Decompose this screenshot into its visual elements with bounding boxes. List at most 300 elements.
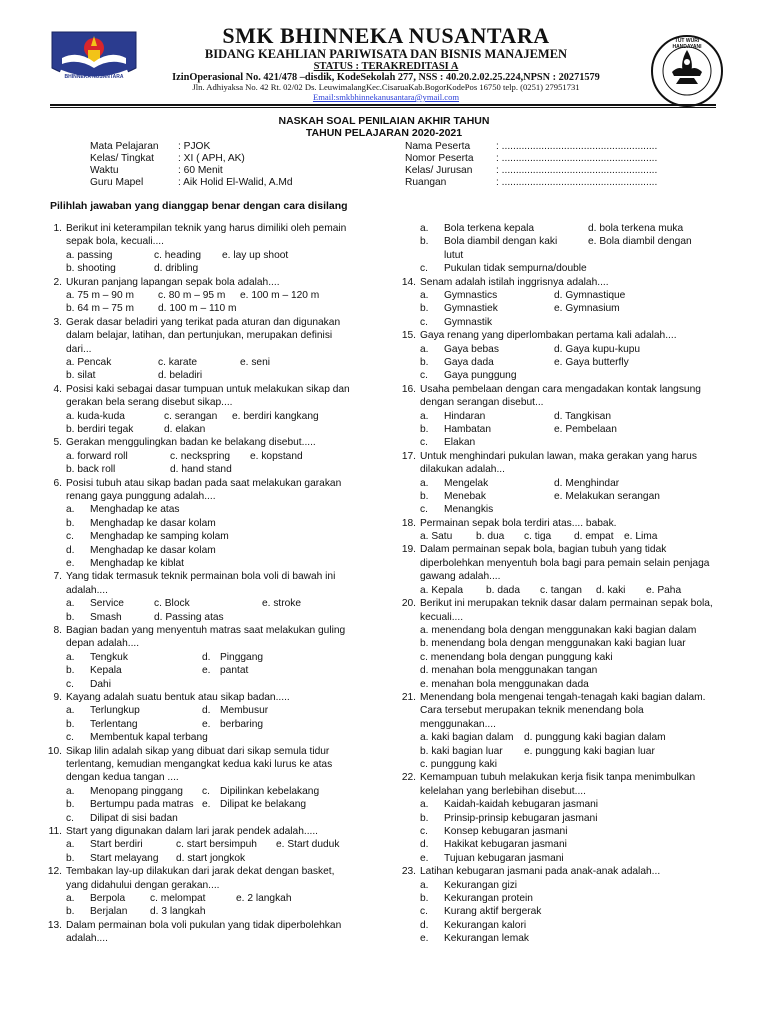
answer-option[interactable]: c. neckspring xyxy=(170,450,231,462)
answer-option[interactable]: d. menahan bola menggunakan tangan xyxy=(420,665,598,677)
question-text: kelelahan yang berlebihan disebut.... xyxy=(420,785,586,797)
answer-option[interactable]: b. back roll xyxy=(66,464,116,476)
option-row xyxy=(420,423,755,436)
answer-option[interactable]: e. Lima xyxy=(624,531,658,543)
question-number: 10. xyxy=(47,745,62,757)
answer-option[interactable]: lutut xyxy=(444,249,464,261)
question-text: adalah.... xyxy=(66,933,108,945)
answer-option[interactable]: c. xyxy=(66,812,74,824)
option-letter: d. xyxy=(420,919,429,931)
answer-option[interactable]: e. xyxy=(202,718,211,730)
answer-option[interactable] xyxy=(420,892,755,905)
answer-option[interactable]: Smash xyxy=(90,611,122,623)
question-text: Gaya renang yang diperlombakan pertama kali adalah.... xyxy=(420,330,677,342)
option-row xyxy=(420,369,755,382)
option-row xyxy=(66,356,391,369)
answer-option[interactable]: Dilipat di sisi badan xyxy=(90,812,178,824)
answer-option[interactable]: c. xyxy=(66,678,74,690)
option-row xyxy=(420,436,755,449)
answer-option[interactable]: b. 64 m – 75 m xyxy=(66,303,134,315)
answer-option[interactable]: a. kuda-kuda xyxy=(66,410,125,422)
answer-option[interactable]: c. menendang bola dengan punggung kaki xyxy=(420,651,613,663)
answer-option[interactable]: pantat xyxy=(220,665,249,677)
answer-option[interactable]: Bola diambil dengan kaki xyxy=(444,236,558,248)
question-text: kecuali.... xyxy=(420,611,464,623)
answer-option[interactable]: a. Pencak xyxy=(66,357,112,368)
question-number: 8. xyxy=(53,625,62,636)
student-number-field[interactable]: : ....................................................... xyxy=(496,153,658,164)
question-text: Sikap lilin adalah sikap yang dibuat dari sikap semula tidur xyxy=(66,745,330,757)
answer-option[interactable]: d. hand stand xyxy=(170,464,232,476)
answer-option[interactable]: a. forward roll xyxy=(66,450,128,462)
answer-option[interactable]: e. kopstand xyxy=(250,450,303,462)
question-item xyxy=(401,517,755,544)
answer-option[interactable]: c. xyxy=(202,785,210,797)
info-value: : Aik Holid El-Walid, A.Md xyxy=(178,177,293,188)
answer-option[interactable]: Membentuk kapal terbang xyxy=(90,732,208,744)
option-letter: b. xyxy=(420,892,429,904)
question-item xyxy=(401,691,755,771)
answer-option[interactable]: Menebak xyxy=(444,490,486,502)
answer-option[interactable]: a. menendang bola dengan menggunakan kaki bagian dalam xyxy=(420,624,697,636)
option-letter: a. xyxy=(66,504,75,516)
answer-option[interactable]: c. tangan xyxy=(540,584,582,596)
room-field[interactable]: : ....................................................... xyxy=(496,177,658,188)
option-row xyxy=(66,798,391,811)
answer-option[interactable]: e. Gymnasium xyxy=(554,303,620,315)
answer-option[interactable]: b. xyxy=(66,852,75,864)
question-text: Tembakan lay-up dilakukan dari jarak dekat dengan basket, xyxy=(66,866,335,878)
answer-option[interactable] xyxy=(420,879,755,892)
question-number: 2. xyxy=(53,276,62,288)
question-text: Ukuran panjang lapangan sepak bola adalah.... xyxy=(66,276,280,288)
answer-option[interactable]: c. xyxy=(420,316,428,328)
answer-option[interactable]: c. xyxy=(66,732,74,744)
answer-option[interactable]: d. 3 langkah xyxy=(150,906,206,918)
question-number: 12. xyxy=(47,866,62,878)
answer-option[interactable]: e. menahan bola menggunakan dada xyxy=(420,678,589,690)
answer-option[interactable] xyxy=(66,544,391,557)
logo-right-caption: TUT WURI HANDAYANI xyxy=(672,38,702,50)
answer-option[interactable]: c. punggung kaki xyxy=(420,758,498,770)
question-text: Kemampuan tubuh melakukan kerja fisik tanpa menimbulkan xyxy=(420,772,696,784)
question-item xyxy=(53,436,391,476)
question-number: 19. xyxy=(401,544,416,556)
answer-option[interactable]: Bola terkena kepala xyxy=(444,223,535,234)
answer-option[interactable] xyxy=(420,798,755,811)
option-letter: b. xyxy=(420,812,429,824)
question-item xyxy=(53,570,391,624)
answer-option[interactable]: Berpola xyxy=(90,892,126,904)
answer-option[interactable] xyxy=(66,517,391,530)
answer-option[interactable]: b. xyxy=(420,356,429,368)
answer-option[interactable]: a. passing xyxy=(66,249,113,261)
answer-option[interactable]: a. xyxy=(420,289,429,301)
answer-option[interactable] xyxy=(420,838,755,851)
option-row xyxy=(420,262,755,275)
answer-option[interactable]: b. xyxy=(420,490,429,502)
answer-option[interactable]: a. kaki bagian dalam xyxy=(420,732,514,744)
answer-option[interactable]: b. xyxy=(66,611,75,623)
answer-option[interactable]: b. xyxy=(420,423,429,435)
question-text: Posisi kaki sebagai dasar tumpuan untuk melakukan sikap dan xyxy=(66,383,350,395)
question-text: dilakukan adalah... xyxy=(420,464,505,476)
answer-option[interactable]: Gymnastiek xyxy=(444,303,498,315)
question-number: 18. xyxy=(401,517,416,529)
question-text: Senam adalah istilah inggrisnya adalah.... xyxy=(420,276,609,288)
option-row xyxy=(66,905,391,918)
answer-option[interactable]: b. xyxy=(420,303,429,315)
question-number: 20. xyxy=(401,598,416,610)
question-text: gerakan bela serang disebut sikap.... xyxy=(66,397,233,409)
answer-option[interactable]: b. xyxy=(66,799,75,811)
answer-option[interactable]: e. berdiri kangkang xyxy=(232,410,319,422)
answer-option[interactable]: e. stroke xyxy=(262,598,302,610)
answer-option[interactable]: Kepala xyxy=(90,665,122,677)
option-row xyxy=(420,530,755,543)
answer-option[interactable]: d. Gaya kupu-kupu xyxy=(554,343,641,355)
question-number: 7. xyxy=(53,571,62,583)
answer-option[interactable]: Gaya bebas xyxy=(444,343,499,355)
answer-option[interactable]: Elakan xyxy=(444,437,476,449)
answer-option[interactable]: e. Start duduk xyxy=(276,839,340,851)
answer-option[interactable]: b. xyxy=(420,236,429,248)
option-row xyxy=(420,356,755,369)
answer-option[interactable]: Hindaran xyxy=(444,410,486,422)
answer-option[interactable]: a. Kepala xyxy=(420,584,464,596)
answer-option[interactable]: d. 100 m – 110 m xyxy=(158,303,237,315)
question-text: Usaha pembelaan dengan cara mengadakan kontak langsung xyxy=(420,383,701,395)
answer-option[interactable]: Tengkuk xyxy=(90,651,128,663)
answer-option[interactable] xyxy=(66,503,391,516)
answer-option[interactable]: b. silat xyxy=(66,370,96,382)
option-letter: c. xyxy=(66,531,74,543)
answer-option[interactable]: Berjalan xyxy=(90,906,128,918)
answer-option[interactable]: Start berdiri xyxy=(90,839,143,851)
option-row xyxy=(66,664,391,677)
answer-option[interactable]: a. xyxy=(66,651,75,663)
question-item xyxy=(420,222,755,276)
answer-option[interactable]: a. xyxy=(66,839,75,851)
option-letter: c. xyxy=(420,825,428,837)
option-row xyxy=(66,262,391,275)
answer-option[interactable]: c. xyxy=(420,263,428,275)
option-letter: d. xyxy=(420,839,429,851)
answer-option[interactable]: e. punggung kaki bagian luar xyxy=(524,745,655,757)
question-number: 13. xyxy=(47,919,62,931)
answer-option[interactable]: c. serangan xyxy=(164,410,218,422)
answer-option[interactable]: e. xyxy=(202,665,211,677)
answer-option[interactable]: c. xyxy=(420,504,428,516)
answer-option[interactable]: c. melompat xyxy=(150,892,206,904)
question-text: Gerakan menggulingkan badan ke belakang disebut..... xyxy=(66,437,316,449)
question-item xyxy=(401,865,755,945)
answer-option[interactable]: c. xyxy=(420,437,428,449)
question-text: Untuk menghindari pukulan lawan, maka gerakan yang harus xyxy=(420,450,697,462)
answer-option[interactable]: Pinggang xyxy=(220,651,264,663)
question-number: 9. xyxy=(53,691,62,703)
question-text: diperbolehkan menyentuh bola bagi para pemain selain penjaga xyxy=(420,557,710,569)
question-text: Bagian badan yang menyentuh matras saat melakukan guling xyxy=(66,625,346,636)
answer-option[interactable]: Mengelak xyxy=(444,477,489,489)
answer-option[interactable]: Gymnastik xyxy=(444,316,493,328)
option-text: Prinsip-prinsip kebugaran jasmani xyxy=(444,812,598,824)
option-letter: c. xyxy=(420,906,428,918)
option-row xyxy=(66,611,391,624)
header-divider-thick xyxy=(50,104,716,106)
bidang-keahlian: BIDANG KEAHLIAN PARIWISATA DAN BISNIS MANAJEMEN xyxy=(204,47,568,61)
question-item xyxy=(53,316,391,383)
info-value: : XI ( APH, AK) xyxy=(178,153,245,164)
question-text: dalam belajar, latihan, dan pertunjukan, merupakan definisi xyxy=(66,330,333,342)
info-value: : 60 Menit xyxy=(178,165,223,176)
answer-option[interactable]: Start melayang xyxy=(90,852,159,864)
answer-option[interactable]: e. Bola diambil dengan xyxy=(588,236,692,248)
option-row xyxy=(420,316,755,329)
option-letter: b. xyxy=(66,517,75,529)
option-text: Konsep kebugaran jasmani xyxy=(444,825,568,837)
option-row xyxy=(66,450,391,463)
option-row xyxy=(420,343,755,356)
question-number: 3. xyxy=(53,316,62,328)
answer-option[interactable]: Menangkis xyxy=(444,504,494,516)
option-text: Kurang aktif bergerak xyxy=(444,906,542,918)
questions-left-column xyxy=(47,222,391,946)
question-item xyxy=(401,771,755,865)
option-row xyxy=(66,423,391,436)
option-row xyxy=(66,785,391,798)
answer-option[interactable]: d. Gymnastique xyxy=(554,289,626,301)
answer-option[interactable]: d. Tangkisan xyxy=(554,410,612,422)
question-text: dengan kedua tangan .... xyxy=(66,772,179,784)
option-text: Menghadap ke dasar kolam xyxy=(90,517,216,529)
answer-option[interactable]: c. tiga xyxy=(524,531,552,543)
option-row xyxy=(420,745,755,758)
question-text: Latihan kebugaran jasmani pada anak-anak adalah... xyxy=(420,866,661,878)
option-row xyxy=(420,235,755,248)
answer-option[interactable]: b. xyxy=(66,718,75,730)
answer-option[interactable]: b. berdiri tegak xyxy=(66,423,134,435)
info-label: Mata Pelajaran xyxy=(90,141,159,152)
option-row xyxy=(420,758,755,771)
answer-option[interactable]: e. lay up shoot xyxy=(222,249,289,261)
question-text: Start yang digunakan dalam lari jarak pendek adalah..... xyxy=(66,825,319,837)
answer-option[interactable]: Menopang pinggang xyxy=(90,785,183,797)
option-row xyxy=(66,410,391,423)
answer-option[interactable]: d. xyxy=(202,705,211,717)
answer-option[interactable]: b. dada xyxy=(486,584,520,596)
answer-option[interactable]: e. Paha xyxy=(646,584,682,596)
question-number: 14. xyxy=(401,276,416,288)
answer-option[interactable]: d. empat xyxy=(574,531,614,543)
answer-option[interactable]: b. shooting xyxy=(66,263,116,275)
answer-option[interactable]: d. kaki xyxy=(596,584,626,596)
question-item xyxy=(53,222,391,276)
question-text: Menendang bola mengenai tengah-tenagah kaki bagian dalam. xyxy=(420,691,706,703)
question-text: depan adalah.... xyxy=(66,638,140,650)
option-text: Tujuan kebugaran jasmani xyxy=(444,852,564,864)
question-text: Cara tersebut merupakan teknik menendang bola xyxy=(420,705,644,717)
option-row xyxy=(66,302,391,315)
option-text: Menghadap ke samping kolam xyxy=(90,531,229,543)
answer-option[interactable]: b. xyxy=(66,906,75,918)
question-text: renang gaya punggung adalah.... xyxy=(66,490,216,502)
option-text: Menghadap ke kiblat xyxy=(90,558,185,569)
answer-option[interactable]: Dilipat ke belakang xyxy=(220,799,307,811)
answer-option[interactable] xyxy=(66,530,391,543)
answer-option[interactable]: Bertumpu pada matras xyxy=(90,799,194,811)
answer-option[interactable] xyxy=(420,852,755,865)
answer-option[interactable]: Dipilinkan kebelakang xyxy=(220,785,320,797)
option-text: Menghadap ke dasar kolam xyxy=(90,544,216,556)
question-item xyxy=(53,383,391,437)
answer-option[interactable]: a. Satu xyxy=(420,531,453,543)
answer-option[interactable]: d. Passing atas xyxy=(154,611,224,623)
school-name: SMK BHINNEKA NUSANTARA xyxy=(222,23,550,48)
answer-option[interactable]: e. 2 langkah xyxy=(236,892,292,904)
answer-option[interactable] xyxy=(420,932,755,945)
option-row xyxy=(66,852,391,865)
question-text: Posisi tubuh atau sikap badan pada saat melakukan garakan xyxy=(66,477,342,489)
question-text: gawang adalah.... xyxy=(420,571,501,583)
answer-option[interactable]: b. menendang bola dengan menggunakan kaki bagian luar xyxy=(420,638,686,650)
question-number: 1. xyxy=(53,223,62,234)
answer-option[interactable]: d. elakan xyxy=(164,423,206,435)
answer-option[interactable]: a. xyxy=(420,477,429,489)
answer-option[interactable]: Gymnastics xyxy=(444,289,498,301)
option-text: Kekurangan kalori xyxy=(444,919,527,931)
question-number: 16. xyxy=(401,383,416,395)
answer-option[interactable]: d. punggung kaki bagian dalam xyxy=(524,732,666,744)
answer-option[interactable]: e. xyxy=(202,799,211,811)
instruction-text: Pilihlah jawaban yang dianggap benar dengan cara disilang xyxy=(50,200,348,212)
answer-option[interactable]: c. heading xyxy=(154,249,202,261)
question-text: Gerak dasar beladiri yang terikat pada aturan dan digunakan xyxy=(66,316,341,328)
school-address: Jln. Adhiyaksa No. 42 Rt. 02/02 Ds. LeuwimalangKec.CisaruaKab.BogorKodePos 16750 telp. (0251) 27951731 xyxy=(192,82,580,92)
option-row xyxy=(66,838,391,851)
option-letter: a. xyxy=(420,879,429,891)
answer-option[interactable]: a. xyxy=(420,343,429,355)
option-letter: e. xyxy=(420,933,429,945)
question-item xyxy=(401,543,755,597)
option-text: Hakikat kebugaran jasmani xyxy=(444,839,567,851)
answer-option[interactable]: Membusur xyxy=(220,705,269,717)
question-text: sepak bola, kecuali.... xyxy=(66,236,164,248)
answer-option[interactable]: a. xyxy=(66,892,75,904)
answer-option[interactable]: e. Pembelaan xyxy=(554,423,617,435)
option-row xyxy=(420,410,755,423)
question-item xyxy=(47,919,391,946)
answer-option[interactable]: a. xyxy=(420,410,429,422)
question-text: dari... xyxy=(66,343,92,355)
info-label: Kelas/ Jurusan xyxy=(405,165,473,176)
answer-option[interactable]: a. 75 m – 90 m xyxy=(66,290,134,301)
answer-option[interactable]: e. seni xyxy=(240,357,271,368)
answer-option[interactable] xyxy=(420,812,755,825)
answer-option[interactable]: Terlentang xyxy=(90,718,138,730)
answer-option[interactable]: d. bola terkena muka xyxy=(588,223,684,234)
answer-option[interactable]: d. Menghindar xyxy=(554,477,620,489)
question-item xyxy=(401,597,755,691)
option-text: Kekurangan protein xyxy=(444,892,533,904)
answer-option[interactable] xyxy=(420,825,755,838)
school-email-link[interactable]: Email:smkbhinnekanusantara@ymail.com xyxy=(312,92,460,102)
answer-option[interactable]: d. start jongkok xyxy=(176,852,246,864)
answer-option[interactable]: a. xyxy=(420,223,429,234)
answer-option[interactable]: b. dua xyxy=(476,531,505,543)
question-number: 15. xyxy=(401,330,416,342)
answer-option[interactable]: c. 80 m – 95 m xyxy=(158,290,226,301)
answer-option[interactable]: e. 100 m – 120 m xyxy=(240,290,320,301)
answer-option[interactable]: a. xyxy=(66,598,75,610)
question-text: Yang tidak termasuk teknik permainan bola voli di bawah ini xyxy=(66,571,336,583)
question-number: 17. xyxy=(401,450,416,462)
exam-title: NASKAH SOAL PENILAIAN AKHIR TAHUN xyxy=(278,115,490,127)
option-row xyxy=(66,704,391,717)
question-number: 21. xyxy=(401,691,416,703)
option-text: Kekurangan gizi xyxy=(444,879,518,891)
answer-option[interactable]: d. beladiri xyxy=(158,370,203,382)
question-number: 4. xyxy=(53,383,62,395)
option-letter: d. xyxy=(66,544,75,556)
question-text: menggunakan.... xyxy=(420,718,496,730)
answer-option[interactable] xyxy=(420,919,755,932)
answer-option[interactable]: Pukulan tidak sempurna/double xyxy=(444,263,587,275)
answer-option[interactable]: berbaring xyxy=(220,718,264,730)
question-item xyxy=(401,329,755,383)
answer-option[interactable]: d. xyxy=(202,651,211,663)
option-row xyxy=(66,812,391,825)
answer-option[interactable]: c. start bersimpuh xyxy=(176,839,257,851)
answer-option[interactable]: d. dribling xyxy=(154,263,199,275)
answer-option[interactable]: Terlungkup xyxy=(90,705,140,717)
operational-permit: IzinOperasional No. 421/478 –disdik, KodeSekolah 277, NSS : 40.20.2.02.25.224,NPSN : 20271579 xyxy=(172,72,600,83)
option-row xyxy=(420,477,755,490)
answer-option[interactable]: b. xyxy=(66,665,75,677)
question-text: adalah.... xyxy=(66,584,108,596)
questions-right-column xyxy=(401,222,755,946)
student-name-field[interactable]: : ....................................................... xyxy=(496,141,658,152)
answer-option[interactable] xyxy=(66,557,391,570)
option-row xyxy=(420,490,755,503)
answer-option[interactable]: e. Melakukan serangan xyxy=(554,490,660,502)
answer-option[interactable]: Service xyxy=(90,598,124,610)
answer-option[interactable]: c. Block xyxy=(154,598,190,610)
option-row xyxy=(420,222,755,235)
option-letter: e. xyxy=(420,852,429,864)
answer-option[interactable]: b. kaki bagian luar xyxy=(420,745,503,757)
answer-option[interactable]: c. karate xyxy=(158,357,198,368)
question-number: 23. xyxy=(401,866,416,878)
answer-option[interactable]: a. xyxy=(66,785,75,797)
option-row xyxy=(66,369,391,382)
option-row xyxy=(420,302,755,315)
answer-option[interactable]: c. xyxy=(420,370,428,382)
answer-option[interactable] xyxy=(420,905,755,918)
answer-option[interactable]: Dahi xyxy=(90,678,111,690)
answer-option[interactable]: a. xyxy=(66,705,75,717)
answer-option[interactable]: Gaya dada xyxy=(444,356,494,368)
logo-left-caption: BHINNEKA NUSANTARA xyxy=(64,74,124,80)
answer-option[interactable]: e. Gaya butterfly xyxy=(554,356,629,368)
answer-option[interactable]: Gaya punggung xyxy=(444,370,517,382)
option-row xyxy=(66,651,391,664)
class-major-field[interactable]: : ....................................................... xyxy=(496,165,658,176)
question-item xyxy=(47,865,391,919)
question-text: Dalam permainan bola voli pukulan yang tidak diperbolehkan xyxy=(66,919,342,931)
answer-option[interactable]: Hambatan xyxy=(444,423,492,435)
accreditation-status: STATUS : TERAKREDITASI A xyxy=(313,61,459,72)
